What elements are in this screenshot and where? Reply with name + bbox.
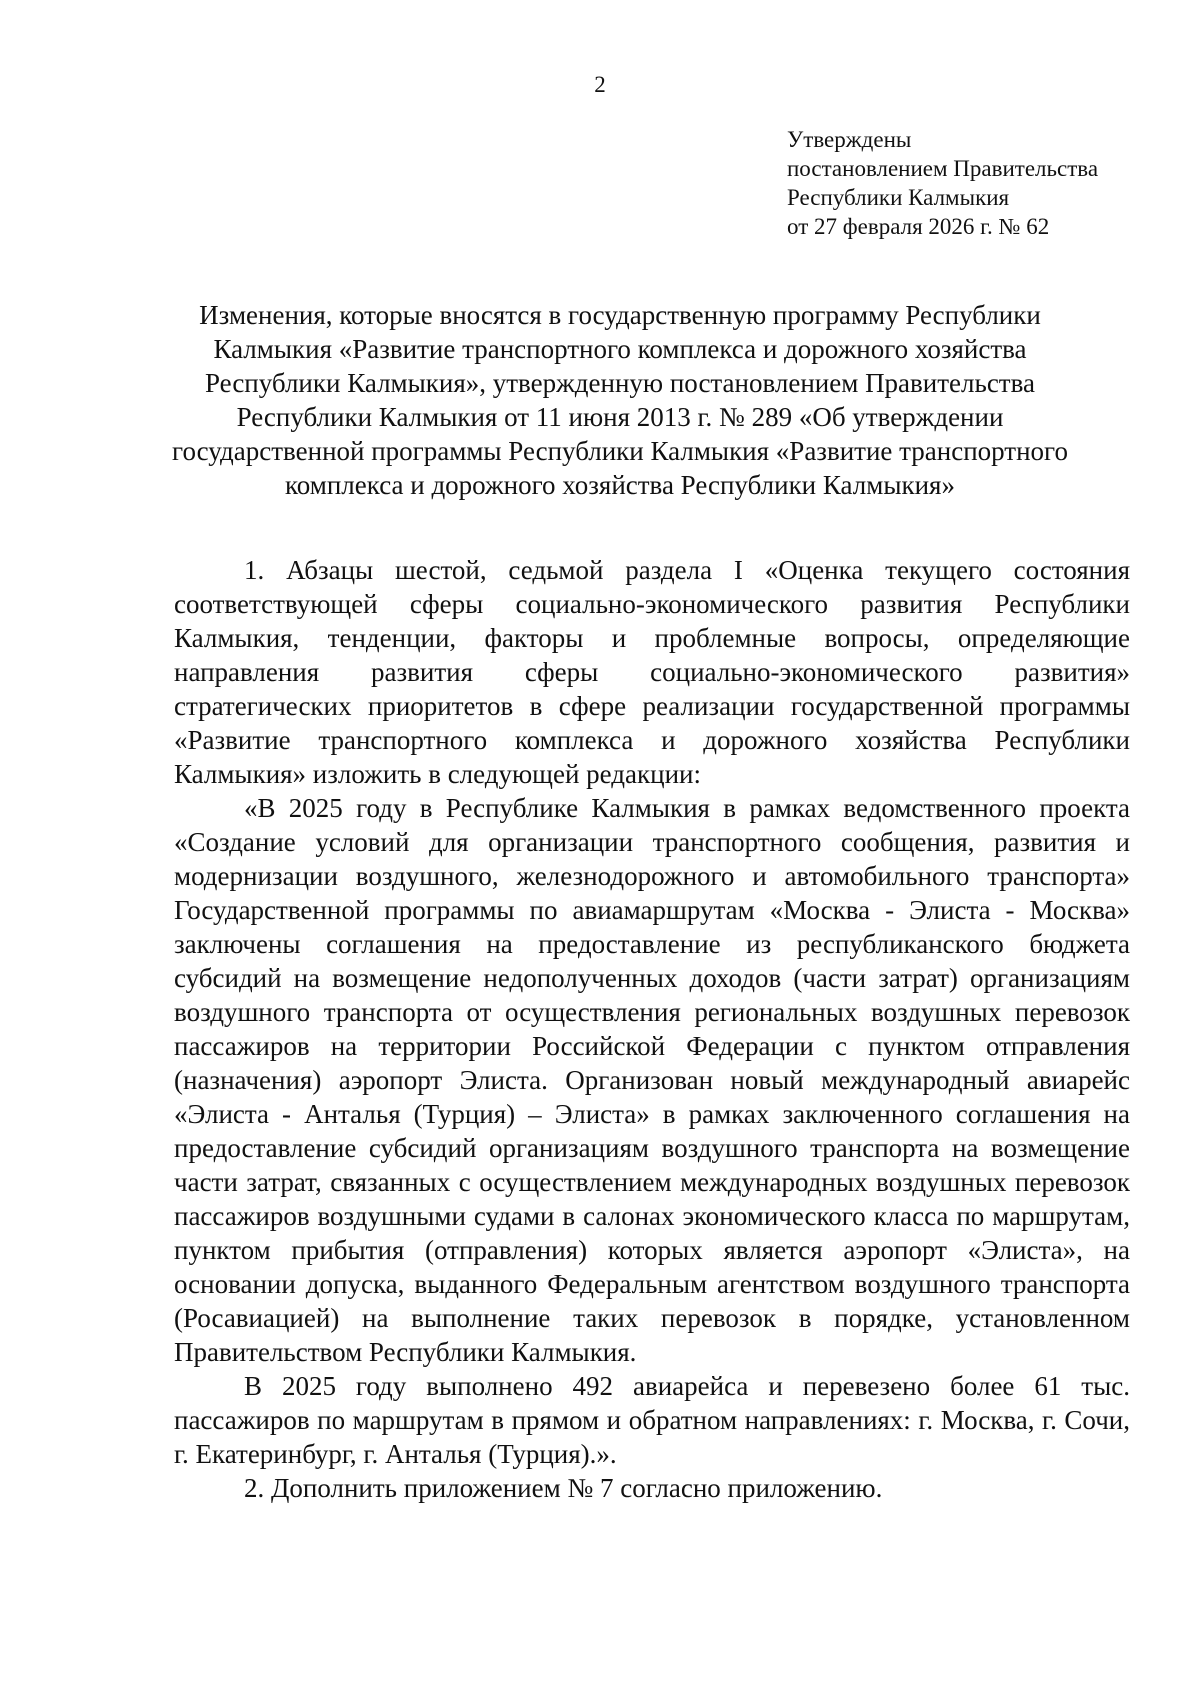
title-line: Республики Калмыкия от 11 июня 2013 г. № 289 «Об утверждении [236, 402, 1004, 432]
approval-stamp-block [787, 125, 1177, 241]
approval-line: Республики Калмыкия [787, 185, 1010, 210]
title-line: государственной программы Республики Калмыкия «Развитие транспортного [172, 436, 1068, 466]
approval-line: от 27 февраля 2026 г. № 62 [787, 214, 1050, 239]
page-number: 2 [594, 72, 606, 97]
title-line: Изменения, которые вносятся в государственную программу Республики [199, 300, 1041, 330]
title-line: Республики Калмыкия», утвержденную постановлением Правительства [205, 368, 1035, 398]
paragraph-item-1: 1. Абзацы шестой, седьмой раздела I «Оценка текущего состояния соответствующей сферы социально-экономического развития Республики Калмыкия, тенденции, факторы и проблемные вопросы, определяющие направления развития сферы социально-экономического развития» стратегических приоритетов в сфере реализации государственной программы «Развитие транспортного комплекса и дорожного хозяйства Республики Калмыкия» изложить в следующей редакции: [174, 555, 1130, 789]
document-body [174, 553, 1130, 1505]
title-line: комплекса и дорожного хозяйства Республики Калмыкия» [285, 470, 955, 500]
approval-line: Утверждены [787, 127, 912, 152]
paragraph-item-2: 2. Дополнить приложением № 7 согласно приложению. [244, 1473, 883, 1503]
title-line: Калмыкия «Развитие транспортного комплекса и дорожного хозяйства [213, 334, 1027, 364]
paragraph-quoted-text: «В 2025 году в Республике Калмыкия в рамках ведомственного проекта «Создание условий для организации транспортного сообщения, развития и модернизации воздушного, железнодорожного и автомобильного транспорта» Государственной программы по авиамаршрутам «Москва - Элиста - Москва» заключены соглашения на предоставление из республиканского бюджета субсидий на возмещение недополученных доходов (части затрат) организациям воздушного транспорта от осуществления региональных воздушных перевозок пассажиров на территории Российской Федерации с пунктом отправления (назначения) аэропорт Элиста. Организован новый международный авиарейс «Элиста - Анталья (Турция) – Элиста» в рамках заключенного соглашения на предоставление субсидий организациям воздушного транспорта на возмещение части затрат, связанных с осуществлением международных воздушных перевозок пассажиров воздушными судами в салонах экономического класса по маршрутам, пунктом прибытия (отправления) которых является аэропорт «Элиста», на основании допуска, выданного Федеральным агентством воздушного транспорта (Росавиацией) на выполнение таких перевозок в порядке, установленном Правительством Республики Калмыкия. [174, 793, 1130, 1367]
approval-line: постановлением Правительства [787, 156, 1099, 181]
document-title [150, 298, 1090, 502]
paragraph-statistics: В 2025 году выполнено 492 авиарейса и перевезено более 61 тыс. пассажиров по маршрутам в прямом и обратном направлениях: г. Москва, г. Сочи, г. Екатеринбург, г. Анталья (Турция).». [174, 1371, 1130, 1469]
